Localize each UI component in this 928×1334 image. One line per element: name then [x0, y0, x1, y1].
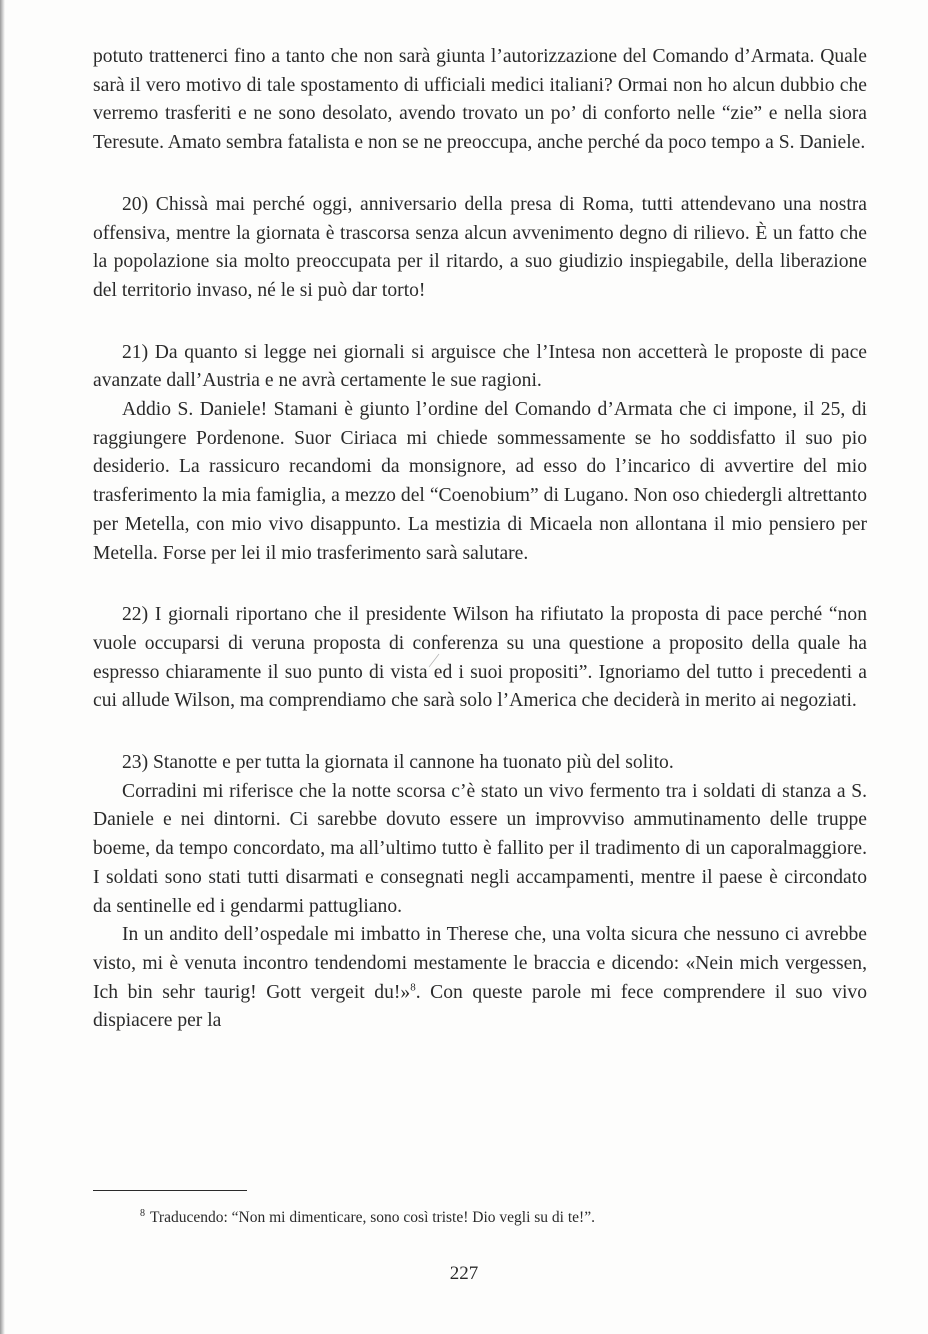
paragraph-gap: [93, 306, 867, 339]
footnote-text: Traducendo: “Non mi dimenticare, sono così triste! Dio vegli su di te!”.: [150, 1209, 595, 1226]
binding-edge: [0, 0, 5, 1334]
paragraph: Addio S. Daniele! Stamani è giunto l’ordine del Comando d’Armata che ci impone, il 25, di raggiungere Pordenone. Suor Ciriaca mi chiede sommessamente se ho soddisfatto il suo pio desiderio. La rassicuro recandomi da monsignore, ad esso do l’incarico di avvertire del mio trasferimento la mia famiglia, a mezzo del “Coenobium” di Lugano. Non oso chiedergli altrettanto per Metella, con mio vivo disappunto. La mestizia di Micaela non allontana il mio pensiero per Metella. Forse per lei il mio trasferimento sarà salutare.: [93, 399, 867, 564]
stray-pen-mark: [427, 652, 441, 668]
paragraph: Corradini mi riferisce che la notte scorsa c’è stato un vivo fermento tra i soldati di stanza a S. Daniele e nei dintorni. Ci sarebbe dovuto essere un improvviso ammutinamento delle truppe boeme, da tempo concordato, ma all’ultimo tutto è fallito per il tradimento di un caporalmaggiore. I soldati sono stati tutti disarmati e consegnati negli accampamenti, mentre il paese è circondato da sentinelle ed i gendarmi pattugliano.: [93, 780, 867, 917]
footnote: [140, 1207, 840, 1229]
paragraph: 22) I giornali riportano che il presidente Wilson ha rifiutato la proposta di pace perché “non vuole occuparsi di veruna proposta di conferenza su una questione a proposito della quale ha espresso chiaramente il suo punto di vista ed i suoi propositi”. Ignoriamo del tutto i precedenti a cui allude Wilson, ma comprendiamo che sarà solo l’America che deciderà in merito ai negoziati.: [93, 604, 867, 712]
paragraph: 21) Da quanto si legge nei giornali si arguisce che l’Intesa non accetterà le proposte di pace avanzate dall’Austria e ne avrà certamente le sue ragioni.: [93, 341, 867, 392]
footnote-mark: 8: [140, 1207, 145, 1219]
footnote-rule: [93, 1190, 247, 1191]
paragraph: potuto trattenerci fino a tanto che non sarà giunta l’autorizzazione del Comando d’Armata. Quale sarà il vero motivo di tale spostamento di ufficiali medici italiani? Ormai non ho alcun dubbio che verremo trasferiti e ne sono desolato, avendo trovato un po’ di conforto nelle “zie” e nella siora Teresute. Amato sembra fatalista e non se ne preoccupa, anche perché da poco tempo a S. Daniele.: [93, 46, 867, 154]
body-text: [93, 43, 867, 1036]
paragraph: 20) Chissà mai perché oggi, anniversario della presa di Roma, tutti attendevano una nostra offensiva, mentre la giornata è trascorsa senza alcun avvenimento degno di rilievo. È un fatto che la popolazione sia molto preoccupata per il ritardo, a suo giudizio inspiegabile, della liberazione del territorio invaso, né le si può dar torto!: [93, 193, 867, 301]
paragraph-gap: [93, 158, 867, 191]
footnote-reference: 8: [410, 981, 416, 994]
paragraph-text: In un andito dell’ospedale mi imbatto in Therese che, una volta sicura che nessuno ci avrebbe visto, mi è venuta incontro tendendomi mestamente le braccia e dicendo: «Nein mich vergessen, Ich bin sehr taurig! Gott vergeit du!»: [93, 924, 867, 1003]
paragraph-gap: [93, 716, 867, 749]
paragraph-text: . Con queste parole mi fece comprendere il suo vivo dispiacere per la: [93, 981, 867, 1032]
paragraph-with-note: [93, 921, 867, 1036]
paragraph-gap: [93, 568, 867, 601]
paragraph: 23) Stanotte e per tutta la giornata il cannone ha tuonato più del solito.: [122, 752, 674, 774]
page-number: 227: [449, 1263, 479, 1284]
